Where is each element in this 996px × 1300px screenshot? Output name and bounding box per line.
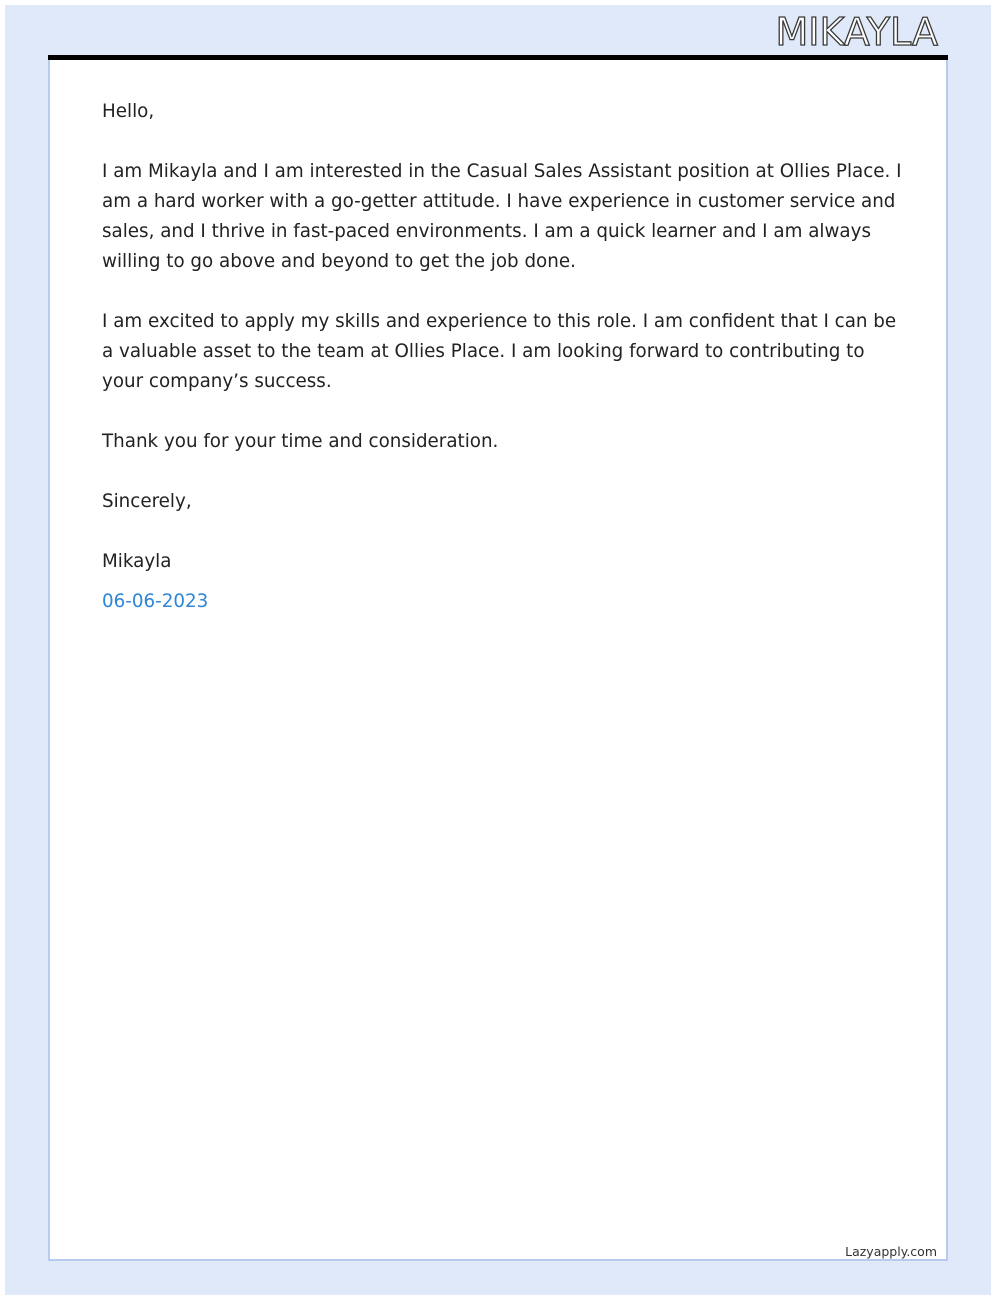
footer-brand-text: Lazyapply.com xyxy=(845,1244,937,1259)
letter-paper xyxy=(48,60,948,1261)
letter-body xyxy=(102,97,902,617)
letter-paragraph-2: I am excited to apply my skills and experience to this role. I am confident that I can be a valuable asset to the team at Ollies Place. I am looking forward to contributing to your company’s success. xyxy=(102,311,897,392)
letter-greeting: Hello, xyxy=(102,101,155,122)
letter-closing: Sincerely, xyxy=(102,491,192,512)
letter-signature: Mikayla xyxy=(102,551,172,572)
header-name-title: MIKAYLA xyxy=(775,10,938,54)
letter-paragraph-1: I am Mikayla and I am interested in the Casual Sales Assistant position at Ollies Place. I am a hard worker with a go-getter attitude. I have experience in customer service and sales, and I thrive in fast-paced environments. I am a quick learner and I am always willing to go above and beyond to get the job done. xyxy=(102,161,902,272)
letter-paragraph-3: Thank you for your time and consideration. xyxy=(102,431,499,452)
letter-date: 06-06-2023 xyxy=(102,591,209,612)
